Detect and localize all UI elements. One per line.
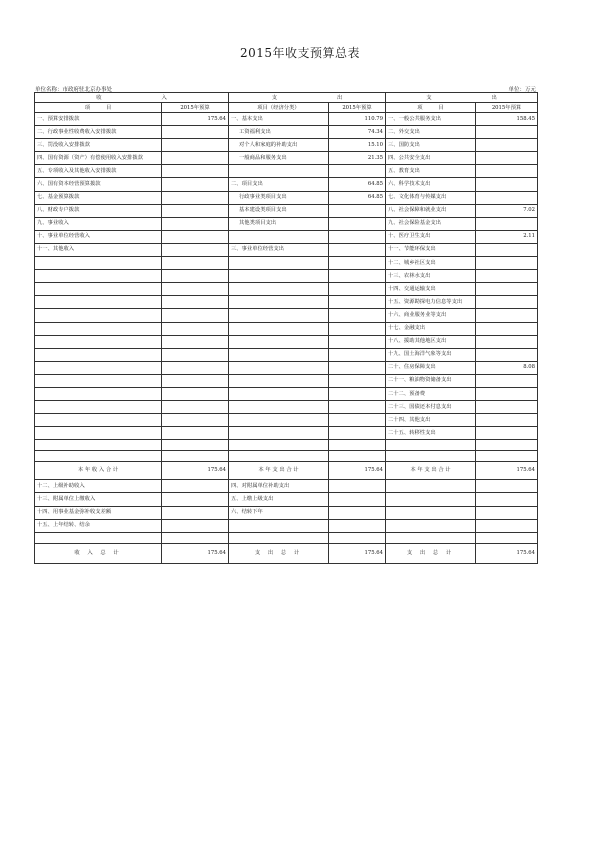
table-row — [35, 309, 538, 322]
unit-name-label: 单位名称：市政府驻北京办事处 — [35, 87, 113, 93]
income-item: 十三、附属单位上缴收入 — [35, 493, 162, 506]
table-row — [35, 335, 538, 348]
income-value — [162, 217, 229, 230]
income-value — [162, 230, 229, 243]
expense-econ-value — [329, 427, 386, 440]
income-value — [162, 283, 229, 296]
expense-func-item — [386, 451, 476, 462]
expense-func-value — [476, 493, 538, 506]
table-row — [35, 178, 538, 191]
page-title: 2015年收支预算总表 — [239, 46, 361, 60]
income-value — [162, 243, 229, 256]
expense-func-item: 一、一般公共服务支出 — [386, 113, 476, 126]
expense-econ-item: 六、结转下年 — [229, 506, 329, 519]
income-item: 七、基金预算拨款 — [35, 191, 162, 204]
expense-econ-grand-total-value: 175.64 — [329, 543, 386, 563]
expense-func-value: 7.02 — [476, 204, 538, 217]
expense-func-item: 二十一、粮油物资储备支出 — [386, 374, 476, 387]
expense-econ-value: 74.34 — [329, 126, 386, 139]
expense-econ-value: 21.35 — [329, 152, 386, 165]
table-row — [35, 270, 538, 283]
income-item: 一、预算安排拨款 — [35, 113, 162, 126]
empty-cell — [162, 532, 229, 543]
expense-func-header: 支 出 — [386, 93, 538, 103]
expense-func-value — [476, 178, 538, 191]
expense-func-item: 十二、城乡社区支出 — [386, 257, 476, 270]
expense-func-value — [476, 440, 538, 451]
income-item — [35, 322, 162, 335]
expense-econ-item — [229, 440, 329, 451]
income-value — [162, 427, 229, 440]
table-row — [35, 204, 538, 217]
expense-func-item: 三、国防支出 — [386, 139, 476, 152]
expense-econ-item — [229, 270, 329, 283]
expense-econ-item — [229, 348, 329, 361]
expense-func-item: 二十四、其他支出 — [386, 414, 476, 427]
expense-econ-value — [329, 217, 386, 230]
expense-econ-item — [229, 257, 329, 270]
expense-func-total-value: 175.64 — [476, 462, 538, 480]
expense-func-total-label: 本 年 支 出 合 计 — [386, 462, 476, 480]
table-row — [35, 296, 538, 309]
table-row — [35, 532, 538, 543]
income-item: 八、财政专户拨款 — [35, 204, 162, 217]
col-item-func: 项 目 — [386, 103, 476, 113]
income-item — [35, 335, 162, 348]
expense-func-item: 七、文化体育与传媒支出 — [386, 191, 476, 204]
expense-func-item — [386, 493, 476, 506]
expense-func-item: 二十二、预备费 — [386, 387, 476, 400]
table-row — [35, 217, 538, 230]
expense-func-item — [386, 440, 476, 451]
income-value — [162, 519, 229, 532]
table-row — [35, 152, 538, 165]
expense-econ-item: 其他类项目支出 — [229, 217, 329, 230]
expense-econ-value — [329, 374, 386, 387]
table-row — [35, 401, 538, 414]
table-row — [35, 493, 538, 506]
expense-func-value: 8.08 — [476, 361, 538, 374]
expense-econ-item — [229, 451, 329, 462]
income-item — [35, 296, 162, 309]
expense-func-value — [476, 374, 538, 387]
expense-econ-value — [329, 165, 386, 178]
expense-func-item: 五、教育支出 — [386, 165, 476, 178]
expense-econ-item — [229, 322, 329, 335]
income-item: 十二、上级补助收入 — [35, 480, 162, 493]
expense-func-value — [476, 296, 538, 309]
expense-func-value — [476, 348, 538, 361]
expense-econ-header: 支 出 — [229, 93, 386, 103]
expense-econ-item: 基本建设类项目支出 — [229, 204, 329, 217]
expense-econ-item — [229, 283, 329, 296]
expense-func-item: 十八、援助其他地区支出 — [386, 335, 476, 348]
expense-func-item: 八、社会保障和就业支出 — [386, 204, 476, 217]
expense-econ-value — [329, 506, 386, 519]
expense-econ-value — [329, 230, 386, 243]
expense-econ-item — [229, 309, 329, 322]
expense-func-value — [476, 414, 538, 427]
table-row — [35, 440, 538, 451]
expense-econ-value — [329, 309, 386, 322]
expense-econ-value — [329, 257, 386, 270]
income-value — [162, 322, 229, 335]
header-row-1 — [35, 93, 538, 103]
expense-econ-value — [329, 204, 386, 217]
income-value — [162, 204, 229, 217]
table-row — [35, 139, 538, 152]
expense-econ-item — [229, 165, 329, 178]
expense-econ-item — [229, 387, 329, 400]
income-value — [162, 191, 229, 204]
income-value — [162, 414, 229, 427]
income-value — [162, 480, 229, 493]
year-total-row — [35, 462, 538, 480]
expense-func-value — [476, 283, 538, 296]
income-value: 175.64 — [162, 113, 229, 126]
expense-econ-item: 对个人和家庭的补助支出 — [229, 139, 329, 152]
expense-econ-value — [329, 361, 386, 374]
table-row — [35, 519, 538, 532]
expense-econ-value — [329, 335, 386, 348]
expense-econ-value — [329, 414, 386, 427]
expense-func-item: 十六、商业服务业等支出 — [386, 309, 476, 322]
expense-econ-item: 行政事业类项目支出 — [229, 191, 329, 204]
income-item: 三、罚没收入安排拨款 — [35, 139, 162, 152]
expense-func-value — [476, 309, 538, 322]
income-item — [35, 387, 162, 400]
income-item — [35, 257, 162, 270]
expense-econ-item: 一般商品和服务支出 — [229, 152, 329, 165]
expense-func-item — [386, 519, 476, 532]
expense-econ-total-label: 本 年 支 出 合 计 — [229, 462, 329, 480]
income-item — [35, 348, 162, 361]
income-header: 收 入 — [35, 93, 229, 103]
income-item — [35, 283, 162, 296]
income-value — [162, 451, 229, 462]
income-item — [35, 427, 162, 440]
income-value — [162, 126, 229, 139]
expense-func-item: 六、科学技术支出 — [386, 178, 476, 191]
expense-econ-item — [229, 361, 329, 374]
expense-econ-item — [229, 374, 329, 387]
income-total-label: 本 年 收 入 合 计 — [35, 462, 162, 480]
income-item: 五、专项收入及其他收入安排拨款 — [35, 165, 162, 178]
expense-econ-value — [329, 322, 386, 335]
expense-func-value — [476, 387, 538, 400]
expense-econ-value — [329, 519, 386, 532]
expense-func-value — [476, 480, 538, 493]
income-item — [35, 361, 162, 374]
table-row — [35, 191, 538, 204]
expense-econ-value — [329, 243, 386, 256]
income-value — [162, 152, 229, 165]
unit-label: 单位：万元 — [508, 87, 536, 93]
income-item — [35, 309, 162, 322]
col-year: 2015年预算 — [162, 103, 229, 113]
table-row — [35, 480, 538, 493]
empty-cell — [229, 532, 329, 543]
empty-cell — [35, 532, 162, 543]
expense-func-item: 二、外交支出 — [386, 126, 476, 139]
col-item: 项 目 — [35, 103, 162, 113]
expense-econ-item: 三、事业单位经营支出 — [229, 243, 329, 256]
budget-summary-table — [34, 92, 538, 564]
expense-func-item: 十九、国土海洋气象等支出 — [386, 348, 476, 361]
expense-func-item: 十五、资源勘探电力信息等支出 — [386, 296, 476, 309]
income-item: 十、事业单位经营收入 — [35, 230, 162, 243]
expense-func-item: 十三、农林水支出 — [386, 270, 476, 283]
expense-econ-value — [329, 387, 386, 400]
expense-econ-item — [229, 296, 329, 309]
expense-econ-item — [229, 401, 329, 414]
table-row — [35, 243, 538, 256]
income-value — [162, 387, 229, 400]
expense-func-value — [476, 217, 538, 230]
expense-func-value — [476, 165, 538, 178]
expense-func-value — [476, 506, 538, 519]
table-row — [35, 414, 538, 427]
income-value — [162, 440, 229, 451]
expense-econ-value — [329, 480, 386, 493]
expense-func-value — [476, 152, 538, 165]
expense-func-grand-total-value: 175.64 — [476, 543, 538, 563]
expense-func-grand-total-label: 支 出 总 计 — [386, 543, 476, 563]
table-row — [35, 165, 538, 178]
income-grand-total-label: 收 入 总 计 — [35, 543, 162, 563]
income-value — [162, 374, 229, 387]
income-item — [35, 451, 162, 462]
expense-econ-item: 二、项目支出 — [229, 178, 329, 191]
expense-func-value — [476, 401, 538, 414]
table-row — [35, 126, 538, 139]
income-item — [35, 414, 162, 427]
expense-econ-value — [329, 440, 386, 451]
table-row — [35, 427, 538, 440]
income-value — [162, 165, 229, 178]
table-row — [35, 230, 538, 243]
expense-econ-value — [329, 270, 386, 283]
expense-func-value — [476, 451, 538, 462]
income-item: 十五、上年结转、结余 — [35, 519, 162, 532]
expense-func-item: 二十、住房保障支出 — [386, 361, 476, 374]
income-value — [162, 270, 229, 283]
expense-func-value — [476, 243, 538, 256]
expense-econ-item — [229, 335, 329, 348]
expense-econ-item — [229, 230, 329, 243]
expense-econ-value: 64.85 — [329, 191, 386, 204]
expense-func-item: 十七、金融支出 — [386, 322, 476, 335]
expense-econ-value — [329, 296, 386, 309]
expense-econ-value: 64.85 — [329, 178, 386, 191]
expense-econ-item: 五、上缴上级支出 — [229, 493, 329, 506]
header-row-2 — [35, 103, 538, 113]
income-value — [162, 178, 229, 191]
expense-func-value — [476, 126, 538, 139]
income-item — [35, 440, 162, 451]
income-value — [162, 493, 229, 506]
table-row — [35, 113, 538, 126]
expense-func-item: 四、公共安全支出 — [386, 152, 476, 165]
expense-econ-item — [229, 427, 329, 440]
income-grand-total-value: 175.64 — [162, 543, 229, 563]
income-item: 十一、其他收入 — [35, 243, 162, 256]
income-value — [162, 309, 229, 322]
col-year-func: 2015年预算 — [476, 103, 538, 113]
expense-func-value — [476, 139, 538, 152]
expense-econ-item — [229, 519, 329, 532]
income-value — [162, 335, 229, 348]
income-item: 九、事业收入 — [35, 217, 162, 230]
table-row — [35, 283, 538, 296]
expense-econ-grand-total-label: 支 出 总 计 — [229, 543, 329, 563]
income-value — [162, 348, 229, 361]
expense-econ-item: 工资福利支出 — [229, 126, 329, 139]
expense-econ-value — [329, 348, 386, 361]
expense-func-item: 二十五、转移性支出 — [386, 427, 476, 440]
expense-func-item: 十四、交通运输支出 — [386, 283, 476, 296]
expense-econ-value — [329, 401, 386, 414]
income-item: 十四、用事业基金弥补收支差额 — [35, 506, 162, 519]
expense-econ-item: 四、对附属单位补助支出 — [229, 480, 329, 493]
table-row — [35, 451, 538, 462]
income-value — [162, 361, 229, 374]
expense-func-value — [476, 335, 538, 348]
income-value — [162, 296, 229, 309]
income-value — [162, 257, 229, 270]
expense-econ-value: 110.79 — [329, 113, 386, 126]
expense-func-item: 十一、节能环保支出 — [386, 243, 476, 256]
table-row — [35, 322, 538, 335]
expense-econ-value — [329, 493, 386, 506]
expense-econ-item: 一、基本支出 — [229, 113, 329, 126]
expense-func-value — [476, 270, 538, 283]
income-item: 四、国有资源（资产）有偿使用收入安排拨款 — [35, 152, 162, 165]
expense-func-item: 九、社会保险基金支出 — [386, 217, 476, 230]
expense-func-item — [386, 506, 476, 519]
grand-total-row — [35, 543, 538, 563]
income-item — [35, 374, 162, 387]
income-item: 二、行政事业性收费收入安排拨款 — [35, 126, 162, 139]
table-row — [35, 374, 538, 387]
col-item-econ: 项目（经济分类） — [229, 103, 329, 113]
expense-econ-value — [329, 283, 386, 296]
expense-econ-value — [329, 451, 386, 462]
expense-func-item — [386, 480, 476, 493]
empty-cell — [476, 532, 538, 543]
expense-econ-total-value: 175.64 — [329, 462, 386, 480]
table-row — [35, 387, 538, 400]
expense-func-value: 158.45 — [476, 113, 538, 126]
income-value — [162, 139, 229, 152]
income-item — [35, 270, 162, 283]
expense-func-value: 2.11 — [476, 230, 538, 243]
income-value — [162, 401, 229, 414]
income-total-value: 175.64 — [162, 462, 229, 480]
table-row — [35, 361, 538, 374]
income-value — [162, 506, 229, 519]
table-row — [35, 257, 538, 270]
expense-func-value — [476, 191, 538, 204]
empty-cell — [329, 532, 386, 543]
col-year-econ: 2015年预算 — [329, 103, 386, 113]
income-item — [35, 401, 162, 414]
expense-func-value — [476, 519, 538, 532]
expense-econ-item — [229, 414, 329, 427]
expense-func-value — [476, 322, 538, 335]
table-row — [35, 348, 538, 361]
expense-func-value — [476, 257, 538, 270]
empty-cell — [386, 532, 476, 543]
income-item: 六、国有资本经营预算拨款 — [35, 178, 162, 191]
expense-econ-value: 15.10 — [329, 139, 386, 152]
expense-func-value — [476, 427, 538, 440]
table-row — [35, 506, 538, 519]
expense-func-item: 十、医疗卫生支出 — [386, 230, 476, 243]
expense-func-item: 二十三、国债还本付息支出 — [386, 401, 476, 414]
